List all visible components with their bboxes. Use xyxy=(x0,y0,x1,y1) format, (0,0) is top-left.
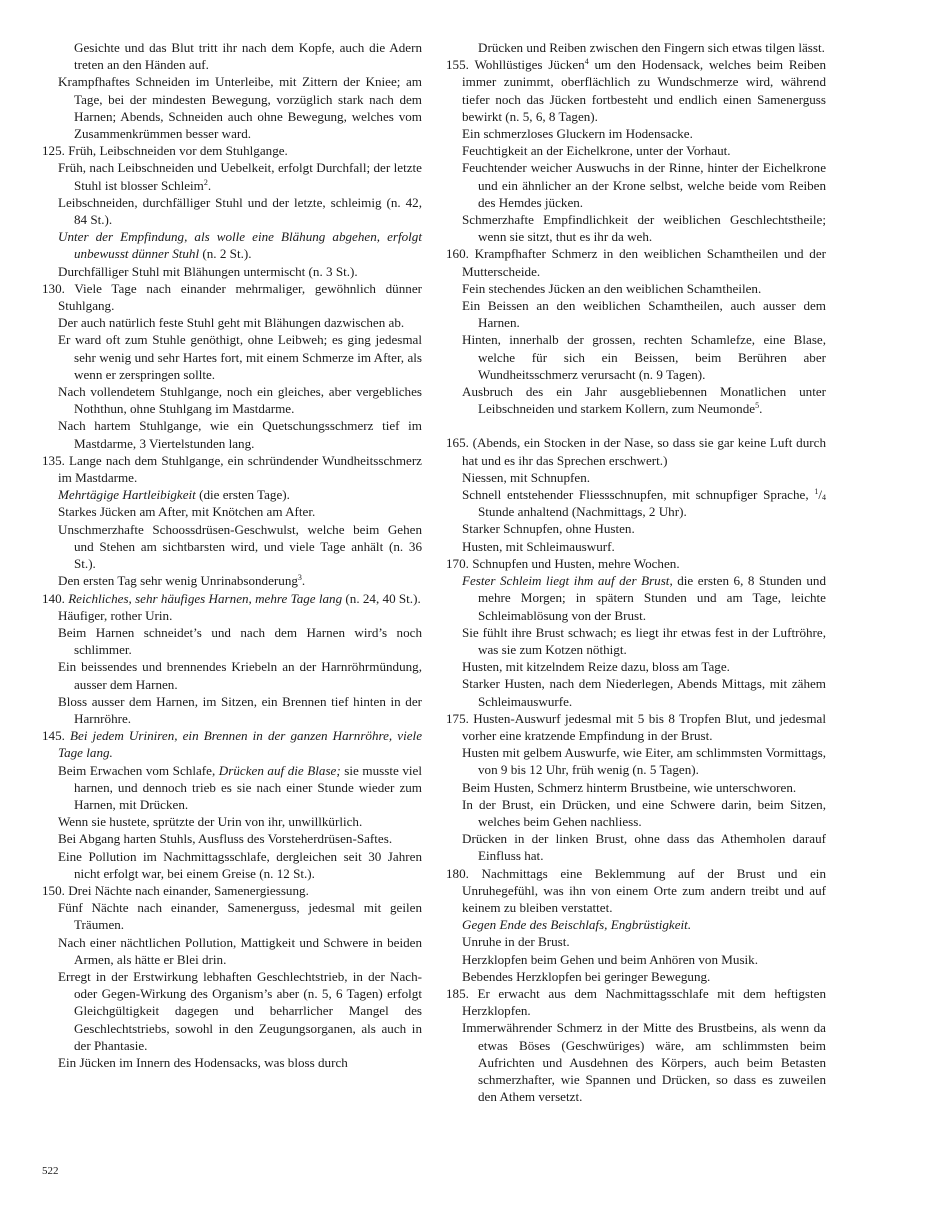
entry-text: . xyxy=(301,573,306,589)
entry-text: um den Hodensack, welches beim Reiben immer zunimmt, oberflächlich zu Wundschmerze wird, während tiefer noch das Jücken fortbesteht und endlich einen Samenerguss bewirkt (n. 5, 6, 8 Tagen). xyxy=(462,57,826,124)
entry-paragraph xyxy=(446,555,826,572)
entry-text: Ausbruch des ein Jahr ausgebliebennen Monatlichen unter Leibschneiden und starkem Kollern, zum Neumonde xyxy=(462,384,826,417)
entry-text: 130. Viele Tage nach einander mehrmaliger, gewöhnlich dünner Stuhlgang. xyxy=(42,280,422,314)
entry-paragraph xyxy=(446,39,826,56)
entry-text: Niessen, mit Schnupfen. xyxy=(462,469,591,485)
entry-paragraph xyxy=(42,73,422,142)
entry-paragraph xyxy=(42,848,422,882)
entry-text: 125. Früh, Leibschneiden vor dem Stuhlgange. xyxy=(42,143,288,159)
entry-text: Beim Harnen schneidet’s und nach dem Harnen wird’s noch schlimmer. xyxy=(58,624,422,658)
entry-paragraph xyxy=(42,263,422,280)
entry-emphasis: Mehrtägige Hartleibigkeit xyxy=(58,487,196,503)
right-column xyxy=(446,39,826,1105)
entry-emphasis: Bei jedem Uriniren, ein Brennen in der ganzen Harnröhre, viele Tage lang. xyxy=(58,728,422,761)
entry-text: Schmerzhafte Empfindlichkeit der weiblichen Geschlechtstheile; wenn sie sitzt, thut es ihr da weh. xyxy=(462,212,826,245)
entry-text: Nach einer nächtlichen Pollution, Mattigkeit und Schwere in beiden Armen, als hätte er Blei drin. xyxy=(58,934,422,967)
entry-text: Eine Pollution im Nachmittagsschlafe, dergleichen seit 30 Jahren nicht erfolgt war, bei einem Greise (n. 12 St.). xyxy=(58,848,422,881)
entry-text: . xyxy=(759,401,763,417)
entry-text: Ein Beissen an den weiblichen Schamtheilen, auch ausser dem Harnen. xyxy=(462,298,826,331)
entry-text: Fünf Nächte nach einander, Samenerguss, jedesmal mit geilen Träumen. xyxy=(58,900,422,933)
entry-text: (n. 24, 40 St.). xyxy=(342,590,421,606)
entry-paragraph xyxy=(42,830,422,847)
entry-text: Ein Jücken im Innern des Hodensacks, was bloss durch xyxy=(58,1054,348,1070)
entry-text: In der Brust, ein Drücken, und eine Schwere darin, beim Sitzen, welches beim Gehen nachliess. xyxy=(462,796,826,829)
entry-paragraph xyxy=(42,331,422,383)
entry-paragraph xyxy=(42,228,422,262)
entry-text: Ein beissendes und brennendes Kriebeln an der Harnröhrmündung, ausser dem Harnen. xyxy=(58,659,422,692)
entry-text: Der auch natürlich feste Stuhl geht mit Blähungen dazwischen ab. xyxy=(58,315,405,331)
entry-paragraph xyxy=(42,899,422,933)
entry-paragraph xyxy=(446,297,826,331)
entry-text: Bebendes Herzklopfen bei geringer Bewegung. xyxy=(462,968,711,984)
entry-emphasis: Drücken auf die Blase; xyxy=(218,762,341,778)
entry-text: Hinten, innerhalb der grossen, rechten Schamlefze, eine Blase, welche für sich ein Beissen, beim Berühren aber Wundheitsschmerz verursacht (n. 9 Tagen). xyxy=(462,332,826,382)
entry-paragraph xyxy=(446,933,826,950)
entry-text: 160. Krampfhafter Schmerz in den weiblichen Schamtheilen und der Mutterscheide. xyxy=(446,246,826,279)
entry-paragraph xyxy=(446,658,826,675)
entry-text: Schnell entstehender Fliessschnupfen, mit schnupfiger Sprache, xyxy=(462,487,815,503)
entry-emphasis: Unter der Empfindung, als wolle eine Blähung abgehen, erfolgt unbewusst dünner Stuhl xyxy=(58,229,422,262)
entry-text: Fein stechendes Jücken an den weiblichen Schamtheilen. xyxy=(462,280,762,296)
entry-text: Feuchtigkeit an der Eichelkrone, unter der Vorhaut. xyxy=(462,143,731,159)
entry-number: 140. xyxy=(42,590,69,606)
entry-paragraph xyxy=(42,521,422,573)
entry-paragraph xyxy=(42,934,422,968)
entry-paragraph xyxy=(42,813,422,830)
entry-text: Erregt in der Erstwirkung lebhaften Geschlechtstrieb, in der Nach- oder Gegen-Wirkung des Organism’s aber (n. 5, 6 Tagen) erfolgt Gleichgültigkeit dagegen und beharrlicher Mangel des Geschlechtstriebs, sowohl in den Zeugungsorganen, als auch in der Phantasie. xyxy=(58,968,422,1053)
entry-paragraph xyxy=(42,727,422,761)
entry-text: 175. Husten-Auswurf jedesmal mit 5 bis 8 Tropfen Blut, und jedesmal vorher eine kratzende Empfindung in der Brust. xyxy=(446,710,826,743)
entry-paragraph xyxy=(446,125,826,142)
entry-paragraph xyxy=(446,624,826,658)
entry-number: 145. xyxy=(42,728,71,744)
entry-text: 170. Schnupfen und Husten, mehre Wochen. xyxy=(446,555,680,571)
entry-paragraph xyxy=(42,762,422,814)
entry-text: Unschmerzhafte Schoossdrüsen-Geschwulst, welche beim Gehen und Stehen am sichtbarsten wird, und viele Tage anhält (n. 36 St.). xyxy=(58,521,422,572)
entry-paragraph xyxy=(446,830,826,864)
entry-paragraph xyxy=(446,486,826,520)
entry-paragraph xyxy=(446,142,826,159)
entry-text: Den ersten Tag sehr wenig Unrinabsonderung xyxy=(58,573,298,589)
entry-paragraph xyxy=(446,538,826,555)
entry-text: die ersten 6, 8 Stunden und mehre Morgen; in spätern Stunden und am Tage, leichte Schleimablösung von der Brust. xyxy=(478,573,826,623)
entry-paragraph xyxy=(446,56,826,125)
entry-paragraph xyxy=(446,280,826,297)
entry-text: Immerwährender Schmerz in der Mitte des Brustbeins, als wenn da etwas Böses (Geschwüriges) wäre, am schlimmsten beim Aufrichten und Ausdehnen des Körpers, auch beim Betasten schmerzhafter, wie Spannen und Drücken, so dass es zuweilen den Athem versetzt. xyxy=(462,1020,826,1105)
entry-text: Früh, nach Leibschneiden und Uebelkeit, erfolgt Durchfall; der letzte Stuhl ist blosser Schleim xyxy=(58,160,422,193)
entry-text: Starker Husten, nach dem Niederlegen, Abends Mittags, mit zähem Schleimauswurfe. xyxy=(462,676,826,709)
entry-text: . xyxy=(207,177,212,193)
entry-paragraph xyxy=(446,951,826,968)
entry-paragraph xyxy=(42,486,422,503)
entry-text: Häufiger, rother Urin. xyxy=(58,607,173,623)
entry-paragraph xyxy=(446,434,826,468)
entry-paragraph xyxy=(446,159,826,211)
entry-text: Starkes Jücken am After, mit Knötchen am After. xyxy=(58,504,316,520)
entry-paragraph xyxy=(42,624,422,658)
entry-emphasis: Reichliches, sehr häufiges Harnen, mehre Tage lang xyxy=(68,590,343,606)
entry-paragraph xyxy=(446,520,826,537)
entry-text: Er ward oft zum Stuhle genöthigt, ohne Leibweh; es ging jedesmal sehr wenig und sehr Hartes fort, mit einem Schmerze im After, als wenn er zerspringen sollte. xyxy=(58,332,422,382)
entry-text: 150. Drei Nächte nach einander, Samenergiessung. xyxy=(42,882,309,898)
entry-paragraph xyxy=(42,503,422,520)
entry-paragraph xyxy=(446,383,826,417)
entry-text: 185. Er erwacht aus dem Nachmittagsschlafe mit dem heftigsten Herzklopfen. xyxy=(446,985,826,1019)
entry-paragraph xyxy=(42,383,422,417)
entry-paragraph xyxy=(42,142,422,159)
entry-paragraph xyxy=(446,331,826,383)
entry-paragraph xyxy=(446,1019,826,1105)
entry-text: Sie fühlt ihre Brust schwach; es liegt ihr etwas fest in der Luftröhre, was sie zum Kotzen nöthigt. xyxy=(462,624,826,657)
entry-paragraph xyxy=(446,675,826,709)
entry-paragraph xyxy=(446,572,826,624)
entry-paragraph xyxy=(42,572,422,589)
entry-paragraph xyxy=(446,744,826,778)
entry-paragraph xyxy=(42,280,422,314)
entry-paragraph xyxy=(42,882,422,899)
page-number: 522 xyxy=(42,1165,59,1177)
entry-paragraph xyxy=(446,916,826,933)
entry-paragraph xyxy=(42,194,422,228)
entry-paragraph xyxy=(42,314,422,331)
entry-paragraph xyxy=(42,968,422,1054)
entry-paragraph xyxy=(42,39,422,73)
footnote-marker: 2 xyxy=(203,177,208,187)
left-column xyxy=(42,39,422,1071)
entry-text: Husten, mit kitzelndem Reize dazu, bloss am Tage. xyxy=(462,659,730,675)
entry-paragraph xyxy=(446,211,826,245)
entry-text: Beim Erwachen vom Schlafe, xyxy=(58,762,219,778)
entry-text: Nach hartem Stuhlgange, wie ein Quetschungsschmerz tief im Mastdarme, 3 Viertelstunden lang. xyxy=(58,418,422,451)
entry-text: 135. Lange nach dem Stuhlgange, ein schründender Wundheitsschmerz im Mastdarme. xyxy=(42,452,422,486)
entry-paragraph xyxy=(42,159,422,193)
entry-text: Starker Schnupfen, ohne Husten. xyxy=(462,521,635,537)
entry-text: (n. 2 St.). xyxy=(199,246,252,262)
entry-text: Herzklopfen beim Gehen und beim Anhören von Musik. xyxy=(462,951,759,967)
entry-text: Drücken und Reiben zwischen den Fingern sich etwas tilgen lässt. xyxy=(478,40,825,55)
entry-text: Gesichte und das Blut tritt ihr nach dem Kopfe, auch die Adern treten an den Händen auf. xyxy=(74,40,422,73)
entry-paragraph xyxy=(42,693,422,727)
entry-paragraph xyxy=(446,985,826,1019)
entry-text: Wenn sie hustete, sprützte der Urin von ihr, unwillkürlich. xyxy=(58,814,363,830)
entry-text: Nach vollendetem Stuhlgange, noch ein gleiches, aber vergebliches Noththun, ohne Stuhlgang im Mastdarme. xyxy=(58,384,422,417)
entry-text: Beim Husten, Schmerz hinterm Brustbeine, wie unterschworen. xyxy=(462,779,797,795)
entry-text: Husten mit gelbem Auswurfe, wie Eiter, am schlimmsten Vormittags, von 9 bis 12 Uhr, früh wenig (n. 5 Tagen). xyxy=(462,745,826,778)
entry-text: Unruhe in der Brust. xyxy=(462,934,570,950)
entry-paragraph xyxy=(446,245,826,279)
footnote-marker: 4 xyxy=(584,57,589,67)
entry-paragraph xyxy=(42,452,422,486)
entry-text: Ein schmerzloses Gluckern im Hodensacke. xyxy=(462,126,693,142)
entry-text: 180. Nachmittags eine Beklemmung auf der Brust und ein Unruhegefühl, was ihn von einem Orte zum andern treibt und auf keinem zu bleiben verstattet. xyxy=(446,865,826,915)
entry-paragraph xyxy=(42,1054,422,1071)
entry-paragraph xyxy=(446,796,826,830)
entry-text: Drücken in der linken Brust, ohne dass das Athemholen darauf Einfluss hat. xyxy=(462,831,826,864)
entry-paragraph xyxy=(42,607,422,624)
footnote-marker: 3 xyxy=(297,573,302,583)
entry-text: Bei Abgang harten Stuhls, Ausfluss des Vorsteherdrüsen-Saftes. xyxy=(58,831,393,847)
entry-text: Leibschneiden, durchfälliger Stuhl und der letzte, schleimig (n. 42, 84 St.). xyxy=(58,194,422,228)
entry-text: Bloss ausser dem Harnen, im Sitzen, ein Brennen tief hinten in der Harnröhre. xyxy=(58,693,422,726)
entry-text: 165. (Abends, ein Stocken in der Nase, so dass sie gar keine Luft durch hat und es ihr das Sprechen erschwert.) xyxy=(446,435,826,468)
entry-text: 155. Wohllüstiges Jücken xyxy=(446,57,585,73)
footnote-marker: 5 xyxy=(755,401,760,411)
entry-paragraph xyxy=(446,968,826,985)
entry-paragraph xyxy=(42,658,422,692)
entry-paragraph xyxy=(446,469,826,486)
entry-text: (die ersten Tage). xyxy=(195,487,290,503)
entry-text: sie musste viel harnen, und dennoch trieb es sie nach einer Stunde wieder zum Harnen, mit Drücken. xyxy=(74,762,422,812)
entry-paragraph xyxy=(42,417,422,451)
entry-text: Feuchtender weicher Auswuchs in der Rinne, hinter der Eichelkrone und ein ähnlicher an der Krone selbst, welche beide vom Reiben des Hemdes jücken. xyxy=(462,160,826,210)
entry-text: Husten, mit Schleimauswurf. xyxy=(462,538,615,554)
entry-paragraph xyxy=(446,865,826,917)
entry-paragraph xyxy=(446,779,826,796)
entry-text: Durchfälliger Stuhl mit Blähungen untermischt (n. 3 St.). xyxy=(58,263,358,279)
entry-paragraph xyxy=(42,590,422,607)
entry-emphasis: Gegen Ende des Beischlafs, Engbrüstigkeit. xyxy=(462,917,692,933)
entry-paragraph xyxy=(446,710,826,744)
entry-emphasis: Fester Schleim liegt ihm auf der Brust, xyxy=(462,573,673,589)
entry-text: Stunde anhaltend (Nachmittags, 2 Uhr). xyxy=(478,504,687,520)
entry-text: Krampfhaftes Schneiden im Unterleibe, mit Zittern der Kniee; am Tage, bei der mindesten Bewegung, vorzüglich stark nach dem Harnen; Abends, Schneiden auch ohne Bewegung, welches vom Zusammenkrümmen besser ward. xyxy=(58,74,422,142)
fraction: $^1/_4$ xyxy=(814,487,826,503)
